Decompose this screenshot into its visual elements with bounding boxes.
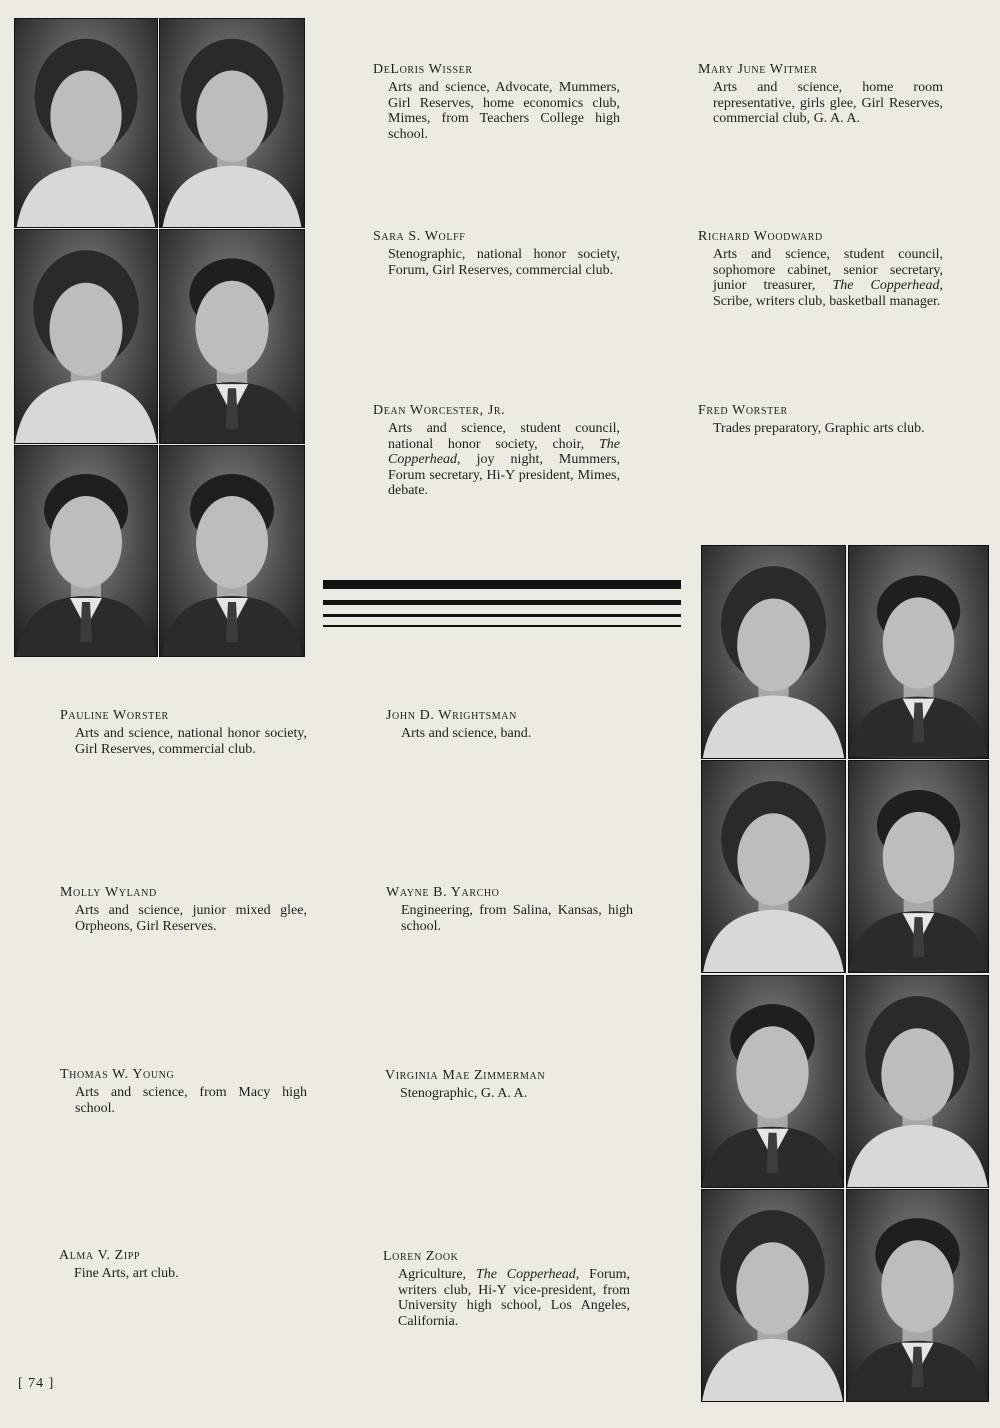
senior-entry bbox=[698, 229, 943, 309]
portrait-image bbox=[702, 761, 845, 972]
portrait-photo bbox=[14, 18, 158, 228]
senior-entry bbox=[386, 708, 633, 742]
portrait-photo bbox=[159, 229, 305, 444]
senior-entry bbox=[383, 1249, 630, 1329]
student-activities: Arts and science, band. bbox=[401, 726, 532, 741]
student-activities: Arts and science, from Macy high school. bbox=[75, 1085, 307, 1116]
student-name: DeLoris Wisser bbox=[373, 62, 473, 77]
senior-entry bbox=[373, 403, 620, 499]
portrait-image bbox=[702, 1190, 843, 1401]
portrait-image bbox=[160, 230, 304, 443]
portrait-photo bbox=[701, 545, 846, 759]
decorative-rule bbox=[323, 614, 681, 617]
portrait-photo bbox=[846, 1189, 989, 1402]
student-name: Thomas W. Young bbox=[60, 1067, 175, 1082]
portrait-photo bbox=[846, 975, 989, 1188]
student-name: Dean Worcester, Jr. bbox=[373, 403, 506, 418]
student-name: Wayne B. Yarcho bbox=[386, 885, 500, 900]
portrait-image bbox=[702, 546, 845, 758]
student-activities: Stenographic, national honor society, Forum, Girl Reserves, commercial club. bbox=[388, 247, 620, 278]
portrait-photo bbox=[848, 760, 989, 973]
student-activities: Arts and science, student council, sophomore cabinet, senior secretary, junior treasurer, The Copperhead, Scribe, writers club, basketball manager. bbox=[713, 247, 943, 309]
student-name: John D. Wrightsman bbox=[386, 708, 517, 723]
portrait-image bbox=[702, 976, 843, 1187]
student-name: Loren Zook bbox=[383, 1249, 459, 1264]
portrait-photo bbox=[701, 975, 844, 1188]
senior-entry bbox=[60, 1067, 307, 1116]
senior-entry bbox=[59, 1248, 306, 1282]
student-name: Mary June Witmer bbox=[698, 62, 818, 77]
senior-entry bbox=[385, 1068, 635, 1102]
senior-entry bbox=[60, 708, 307, 757]
portrait-photo bbox=[701, 1189, 844, 1402]
student-activities: Arts and science, home room representative, girls glee, Girl Reserves, commercial club, G. A. A. bbox=[713, 80, 943, 126]
student-activities: Engineering, from Salina, Kansas, high school. bbox=[401, 903, 633, 934]
portrait-image bbox=[849, 761, 988, 972]
student-activities: Stenographic, G. A. A. bbox=[400, 1086, 528, 1101]
portrait-photo bbox=[848, 545, 989, 759]
student-activities: Arts and science, junior mixed glee, Orpheons, Girl Reserves. bbox=[75, 903, 307, 934]
student-name: Pauline Worster bbox=[60, 708, 169, 723]
portrait-image bbox=[847, 1190, 988, 1401]
student-activities: Agriculture, The Copperhead, Forum, writers club, Hi-Y vice-president, from University high school, Los Angeles, California. bbox=[398, 1267, 631, 1329]
decorative-rule bbox=[323, 625, 681, 627]
senior-entry bbox=[698, 403, 943, 437]
student-activities: Trades preparatory, Graphic arts club. bbox=[713, 421, 925, 436]
page-number: [ 74 ] bbox=[18, 1376, 55, 1391]
student-activities: Arts and science, Advocate, Mummers, Girl Reserves, home economics club, Mimes, from Teachers College high school. bbox=[388, 80, 620, 142]
student-activities: Fine Arts, art club. bbox=[74, 1266, 179, 1281]
student-name: Fred Worster bbox=[698, 403, 788, 418]
portrait-image bbox=[15, 446, 157, 656]
student-name: Virginia Mae Zimmerman bbox=[385, 1068, 546, 1083]
senior-entry bbox=[373, 229, 620, 278]
senior-entry bbox=[60, 885, 307, 934]
student-activities: Arts and science, student council, national honor society, choir, The Copperhead, joy night, Mummers, Forum secretary, Hi-Y president, Mimes, debate. bbox=[388, 421, 620, 498]
portrait-image bbox=[849, 546, 988, 758]
student-name: Richard Woodward bbox=[698, 229, 823, 244]
student-name: Molly Wyland bbox=[60, 885, 157, 900]
senior-entry bbox=[373, 62, 620, 142]
portrait-photo bbox=[14, 229, 158, 444]
portrait-photo bbox=[14, 445, 158, 657]
student-activities: Arts and science, national honor society, Girl Reserves, commercial club. bbox=[75, 726, 307, 757]
student-name: Sara S. Wolff bbox=[373, 229, 466, 244]
decorative-rule bbox=[323, 580, 681, 589]
portrait-image bbox=[15, 19, 157, 227]
decorative-rule bbox=[323, 600, 681, 605]
senior-entry bbox=[698, 62, 943, 127]
senior-entry bbox=[386, 885, 633, 934]
portrait-image bbox=[847, 976, 988, 1187]
student-name: Alma V. Zipp bbox=[59, 1248, 141, 1263]
portrait-image bbox=[160, 19, 304, 227]
portrait-photo bbox=[159, 445, 305, 657]
portrait-photo bbox=[159, 18, 305, 228]
portrait-photo bbox=[701, 760, 846, 973]
portrait-image bbox=[160, 446, 304, 656]
portrait-image bbox=[15, 230, 157, 443]
